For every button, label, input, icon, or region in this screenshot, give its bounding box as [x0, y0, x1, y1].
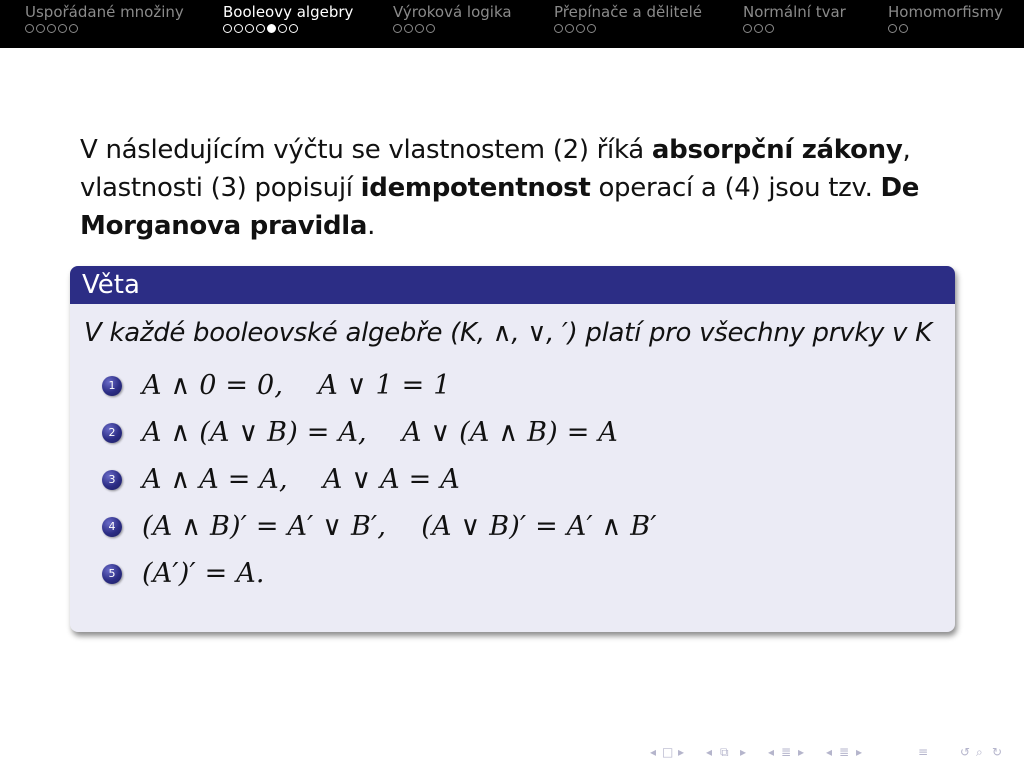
nav-frame-dots: [223, 24, 353, 33]
nav-frame-dots: [888, 24, 1003, 33]
prev-part-icon[interactable]: ◂: [826, 745, 833, 759]
prev-frame-icon[interactable]: ◂: [650, 745, 657, 759]
nav-frame-dots: [743, 24, 846, 33]
current-frame-dot-icon[interactable]: [267, 24, 276, 33]
intro-bold-term: absorpční zákony: [651, 135, 903, 165]
numbered-bullet-icon: 3: [102, 470, 122, 490]
intro-paragraph: [80, 131, 950, 245]
next-frame-icon[interactable]: ▸: [678, 745, 685, 759]
nav-section-vyrokova-logika[interactable]: [393, 2, 512, 33]
theorem-body: [70, 304, 955, 597]
frame-dot-icon[interactable]: [899, 24, 908, 33]
intro-text: operací a (4) jsou tzv.: [590, 173, 881, 203]
nav-frame-dots: [554, 24, 702, 33]
nav-section-prepinace-a-delitele[interactable]: [554, 2, 702, 33]
part-icon[interactable]: ≣: [839, 745, 850, 759]
nav-section-title: Uspořádané množiny: [25, 3, 184, 21]
prev-subsection-icon[interactable]: ◂: [706, 745, 713, 759]
frame-dot-icon[interactable]: [223, 24, 232, 33]
nav-section-title: Přepínače a dělitelé: [554, 3, 703, 21]
document-icon[interactable]: ≡: [918, 745, 929, 759]
nav-section-title: Normální tvar: [743, 3, 846, 21]
section-icon[interactable]: ≣: [781, 745, 792, 759]
nav-section-homomorfismy[interactable]: [888, 2, 1003, 33]
formula: (A′)′ = A.: [142, 558, 265, 589]
back-icon[interactable]: ↺: [960, 745, 971, 759]
nav-section-title: Homomorfismy: [888, 3, 1003, 21]
numbered-bullet-icon: 5: [102, 564, 122, 584]
beamer-navigation-symbols: [650, 744, 1015, 760]
frame-icon[interactable]: □: [662, 745, 674, 759]
formula: (A ∧ B)′ = A′ ∨ B′, (A ∨ B)′ = A′ ∧ B′: [142, 511, 657, 542]
nav-section-booleovy-algebry[interactable]: [223, 2, 353, 33]
frame-dot-icon[interactable]: [565, 24, 574, 33]
theorem-statement: V každé booleovské algebře (K, ∧, ∨, ′) platí pro všechny prvky v K: [84, 318, 932, 348]
nav-section-title: Booleovy algebry: [223, 3, 354, 21]
subsection-icon[interactable]: ⧉: [720, 745, 729, 759]
frame-dot-icon[interactable]: [25, 24, 34, 33]
frame-dot-icon[interactable]: [415, 24, 424, 33]
frame-dot-icon[interactable]: [765, 24, 774, 33]
theorem-item: [102, 456, 941, 503]
forward-icon[interactable]: ↻: [992, 745, 1003, 759]
nav-frame-dots: [25, 24, 184, 33]
frame-dot-icon[interactable]: [576, 24, 585, 33]
formula: A ∧ A = A, A ∨ A = A: [142, 464, 460, 495]
intro-text: , vlastnosti (3) popisují: [80, 135, 911, 203]
frame-dot-icon[interactable]: [234, 24, 243, 33]
frame-dot-icon[interactable]: [393, 24, 402, 33]
frame-dot-icon[interactable]: [245, 24, 254, 33]
search-icon[interactable]: ⌕: [976, 745, 983, 759]
section-navigation-bar: [0, 0, 1024, 48]
frame-dot-icon[interactable]: [69, 24, 78, 33]
frame-dot-icon[interactable]: [587, 24, 596, 33]
intro-bold-term: idempotentnost: [360, 173, 591, 203]
nav-section-usporadane-mnoziny[interactable]: [25, 2, 184, 33]
theorem-item: [102, 503, 941, 550]
nav-frame-dots: [393, 24, 512, 33]
frame-dot-icon[interactable]: [426, 24, 435, 33]
next-subsection-icon[interactable]: ▸: [740, 745, 747, 759]
numbered-bullet-icon: 1: [102, 376, 122, 396]
formula: A ∧ 0 = 0, A ∨ 1 = 1: [142, 370, 451, 401]
theorem-items: [84, 362, 941, 597]
theorem-item: [102, 409, 941, 456]
next-section-icon[interactable]: ▸: [798, 745, 805, 759]
intro-bold-term: De Morganova pravidla: [80, 173, 920, 241]
nav-section-normalni-tvar[interactable]: [743, 2, 846, 33]
prev-section-icon[interactable]: ◂: [768, 745, 775, 759]
frame-dot-icon[interactable]: [47, 24, 56, 33]
theorem-title: Věta: [70, 266, 955, 304]
frame-dot-icon[interactable]: [888, 24, 897, 33]
numbered-bullet-icon: 4: [102, 517, 122, 537]
frame-dot-icon[interactable]: [743, 24, 752, 33]
frame-dot-icon[interactable]: [404, 24, 413, 33]
frame-dot-icon[interactable]: [36, 24, 45, 33]
frame-dot-icon[interactable]: [58, 24, 67, 33]
next-part-icon[interactable]: ▸: [856, 745, 863, 759]
frame-dot-icon[interactable]: [554, 24, 563, 33]
nav-section-title: Výroková logika: [393, 3, 512, 21]
formula: A ∧ (A ∨ B) = A, A ∨ (A ∧ B) = A: [142, 417, 619, 448]
frame-dot-icon[interactable]: [278, 24, 287, 33]
frame-dot-icon[interactable]: [256, 24, 265, 33]
frame-dot-icon[interactable]: [754, 24, 763, 33]
intro-text: V následujícím výčtu se vlastnostem (2) říká: [80, 135, 652, 165]
theorem-block: [70, 266, 955, 632]
theorem-item: [102, 362, 941, 409]
theorem-item: [102, 550, 941, 597]
intro-text: .: [367, 211, 376, 241]
frame-dot-icon[interactable]: [289, 24, 298, 33]
numbered-bullet-icon: 2: [102, 423, 122, 443]
